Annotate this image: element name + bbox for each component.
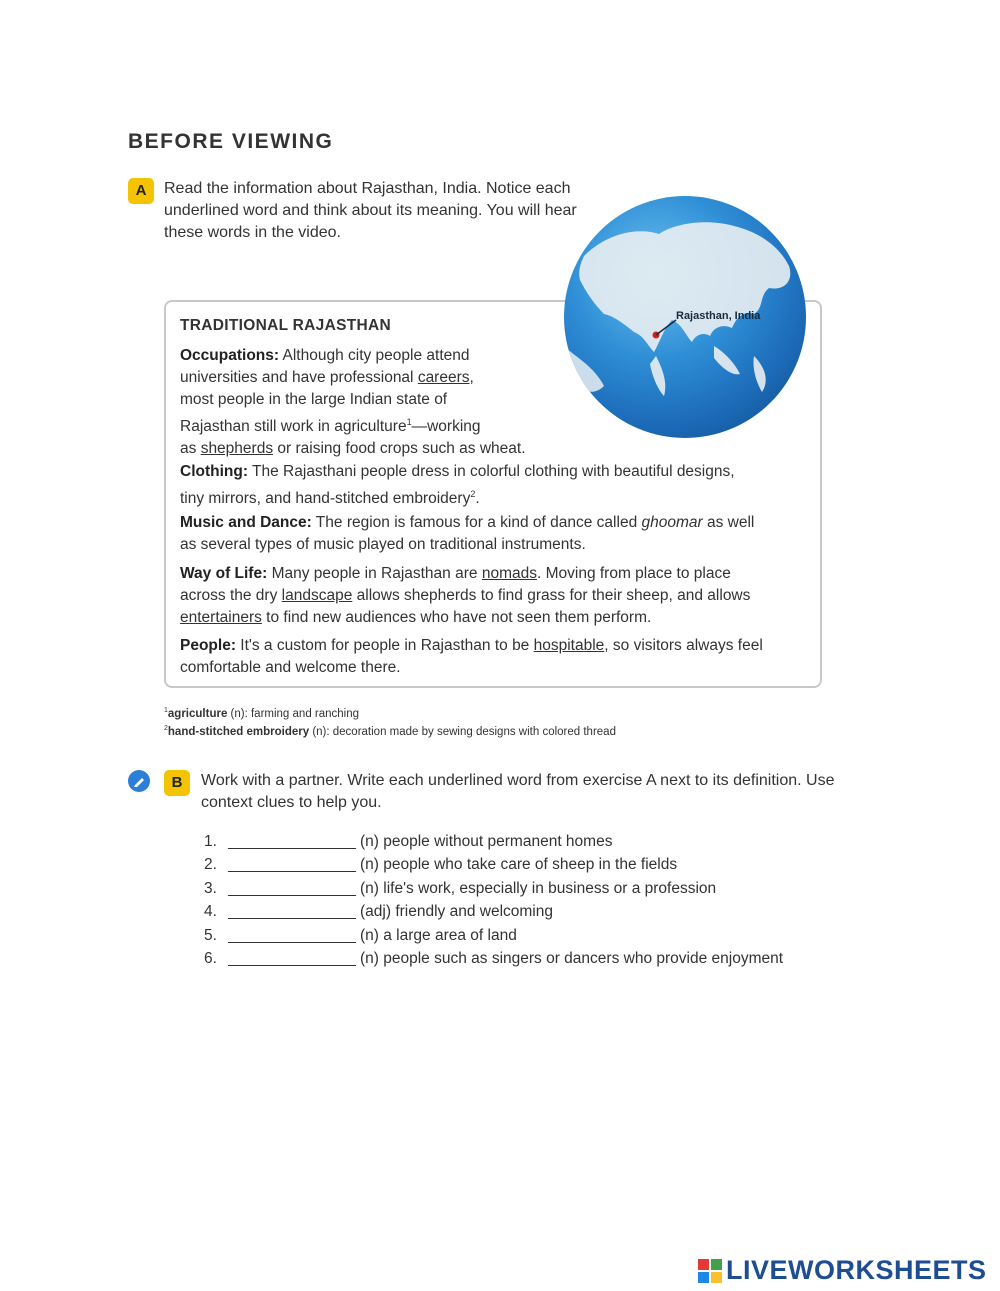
answer-blank-4[interactable] — [228, 918, 356, 919]
answer-blank-3[interactable] — [228, 895, 356, 896]
answer-blank-6[interactable] — [228, 965, 356, 966]
vocab-careers: careers — [417, 369, 470, 386]
exercise-a-badge: A — [128, 178, 154, 204]
footnote-1: $^1$agriculture (n): farming and ranching — [164, 707, 360, 720]
vocab-entertainers: entertainers — [180, 609, 262, 626]
way-of-life-heading: Way of Life: — [180, 565, 268, 582]
answer-blank-5[interactable] — [228, 942, 356, 943]
vocab-shepherds: shepherds — [200, 440, 274, 458]
box-title: TRADITIONAL RAJASTHAN — [180, 317, 391, 334]
exercise-b-instructions: Work with a partner. Write each underlined word from exercise A next to its definition. Use context clues to help you. — [201, 772, 835, 811]
liveworksheets-logo-icon — [698, 1259, 722, 1283]
occupations-heading: Occupations: — [180, 347, 280, 364]
clothing-heading: Clothing: — [180, 463, 249, 480]
footnote-2: $^2$hand-stitched embroidery (n): decoration made by sewing designs with colored thread — [164, 725, 616, 738]
pencil-icon — [128, 770, 150, 792]
occupations-paragraph: Occupations: Although city people attend universities and have professional careers, most people in the large Indian state of Rajasthan still work in agriculture$^1$—working as shepherds or raising food crops such as wheat. — [180, 347, 526, 458]
clothing-paragraph: Clothing: The Rajasthani people dress in colorful clothing with beautiful designs, tiny mirrors, and hand-stitched embroidery$^2$. — [180, 463, 735, 508]
section-heading: BEFORE VIEWING — [128, 130, 334, 153]
globe-label: Rajasthan, India — [676, 310, 761, 322]
people-heading: People: — [180, 637, 236, 654]
music-heading: Music and Dance: — [180, 514, 312, 531]
brand-wordmark: LIVEWORKSHEETS — [726, 1255, 987, 1285]
vocab-hospitable: hospitable — [533, 637, 605, 654]
vocab-nomads: nomads — [481, 565, 537, 582]
exercise-a-instructions: Read the information about Rajasthan, India. Notice each underlined word and think about its meaning. You will hear these words in the video. — [164, 180, 577, 241]
answer-blank-2[interactable] — [228, 871, 356, 872]
vocab-landscape: landscape — [281, 587, 353, 604]
people-paragraph: People: It's a custom for people in Rajasthan to be hospitable, so visitors always feel comfortable and welcome there. — [180, 637, 763, 676]
answer-blank-1[interactable] — [228, 848, 356, 849]
music-paragraph: Music and Dance: The region is famous for a kind of dance called ghoomar as well as several types of music played on traditional instruments. — [180, 514, 755, 553]
way-of-life-paragraph: Way of Life: Many people in Rajasthan are nomads. Moving from place to place across the dry landscape allows shepherds to find grass for their sheep, and allows entertainers to find new audiences who have not seen them perform. — [180, 565, 751, 626]
exercise-b-badge: B — [164, 770, 190, 796]
